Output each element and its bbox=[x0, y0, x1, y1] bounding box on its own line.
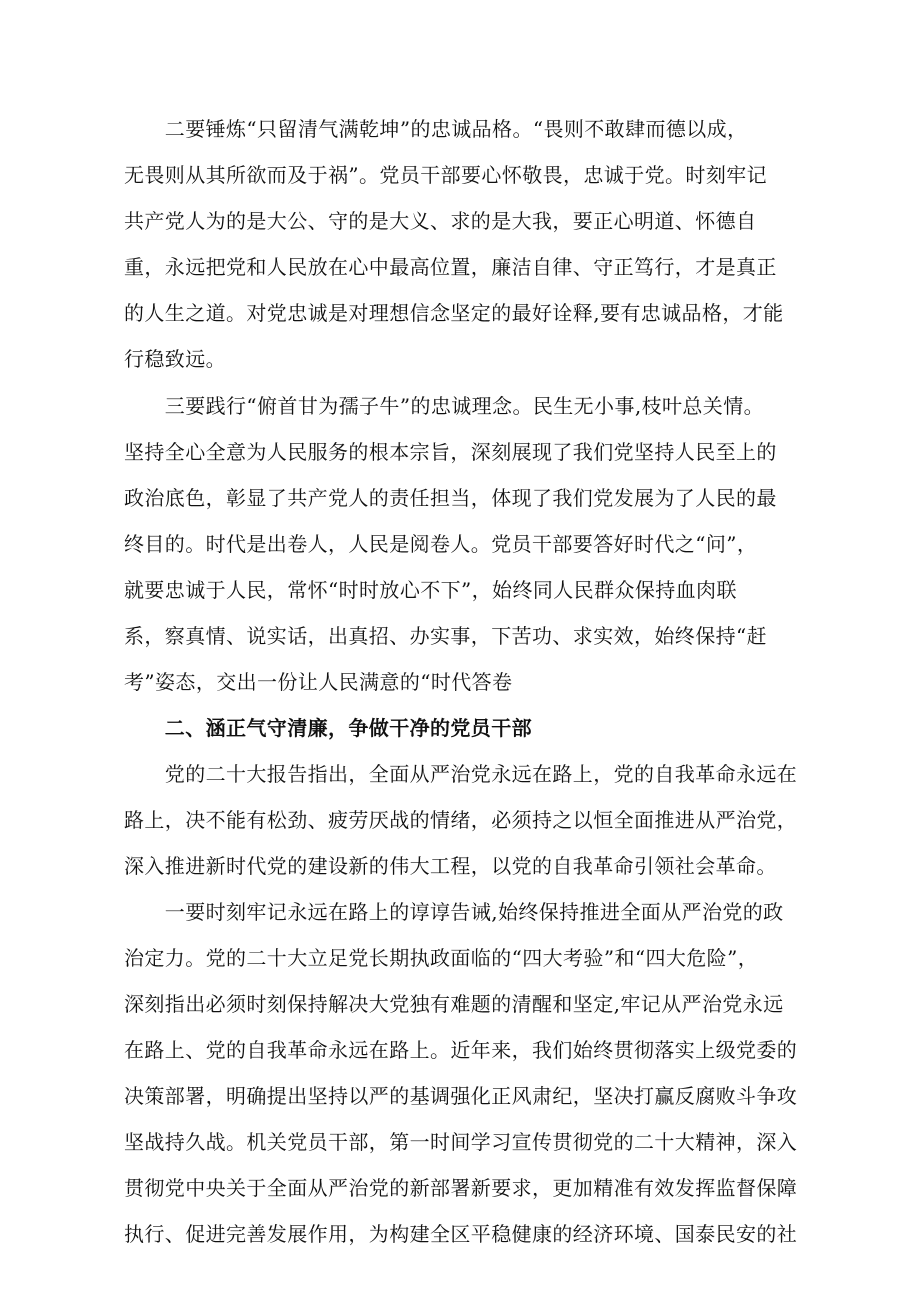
paragraph-line: 路上，决不能有松劲、疲劳厌战的情绪，必须持之以恒全面推进从严治党， bbox=[124, 808, 798, 832]
paragraph-line: 党的二十大报告指出，全面从严治党永远在路上，党的自我革命永远在 bbox=[124, 762, 798, 786]
paragraph-line: 治定力。党的二十大立足党长期执政面临的“四大考验”和“四大危险”， bbox=[124, 946, 759, 970]
paragraph-line: 终目的。时代是出卷人，人民是阅卷人。党员干部要答好时代之“问”， bbox=[124, 532, 758, 556]
paragraph-line: 执行、促进完善发展作用，为构建全区平稳健康的经济环境、国泰民安的社 bbox=[124, 1222, 798, 1246]
paragraph-line: 坚战持久战。机关党员干部，第一时间学习宣传贯彻党的二十大精神，深入 bbox=[124, 1130, 798, 1154]
paragraph-line: 重，永远把党和人民放在心中最高位置，廉洁自律、守正笃行，才是真正 bbox=[124, 255, 777, 279]
paragraph-line: 深刻指出必须时刻保持解决大党独有难题的清醒和坚定,牢记从严治党永远 bbox=[124, 992, 784, 1016]
paragraph-line: 深入推进新时代党的建设新的伟大工程，以党的自我革命引领社会革命。 bbox=[124, 854, 777, 878]
paragraph-line: 二要锤炼“只留清气满乾坤”的忠诚品格。“畏则不敢肆而德以成， bbox=[124, 117, 748, 141]
paragraph-line: 无畏则从其所欲而及于祸”。党员干部要心怀敬畏，忠诚于党。时刻牢记 bbox=[124, 163, 768, 187]
paragraph-line: 考”姿态，交出一份让人民满意的“时代答卷 bbox=[124, 670, 513, 694]
paragraph-line: 决策部署，明确提出坚持以严的基调强化正风肃纪，坚决打赢反腐败斗争攻 bbox=[124, 1084, 798, 1108]
paragraph-line: 系，察真情、说实话，出真招、办实事，下苦功、求实效，始终保持“赶 bbox=[124, 624, 768, 648]
paragraph-line: 的人生之道。对党忠诚是对理想信念坚定的最好诠释,要有忠诚品格，才能 bbox=[124, 301, 784, 325]
paragraph-line: 三要践行“俯首甘为孺子牛”的忠诚理念。民生无小事,枝叶总关情。 bbox=[124, 394, 765, 418]
section-heading: 二、涵正气守清廉，争做干净的党员干部 bbox=[124, 716, 532, 740]
paragraph-line: 就要忠诚于人民，常怀“时时放心不下”，始终同人民群众保持血肉联 bbox=[124, 578, 737, 602]
paragraph-line: 贯彻党中央关于全面从严治党的新部署新要求，更加精准有效发挥监督保障 bbox=[124, 1176, 798, 1200]
paragraph-line: 共产党人为的是大公、守的是大义、求的是大我，要正心明道、怀德自 bbox=[124, 209, 757, 233]
paragraph-line: 一要时刻牢记永远在路上的谆谆告诫,始终保持推进全面从严治党的政 bbox=[124, 900, 784, 924]
paragraph-line: 行稳致远。 bbox=[124, 347, 226, 371]
paragraph-line: 在路上、党的自我革命永远在路上。近年来，我们始终贯彻落实上级党委的 bbox=[124, 1038, 798, 1062]
paragraph-line: 政治底色，彰显了共产党人的责任担当，体现了我们党发展为了人民的最 bbox=[124, 486, 777, 510]
paragraph-line: 坚持全心全意为人民服务的根本宗旨，深刻展现了我们党坚持人民至上的 bbox=[124, 440, 777, 464]
